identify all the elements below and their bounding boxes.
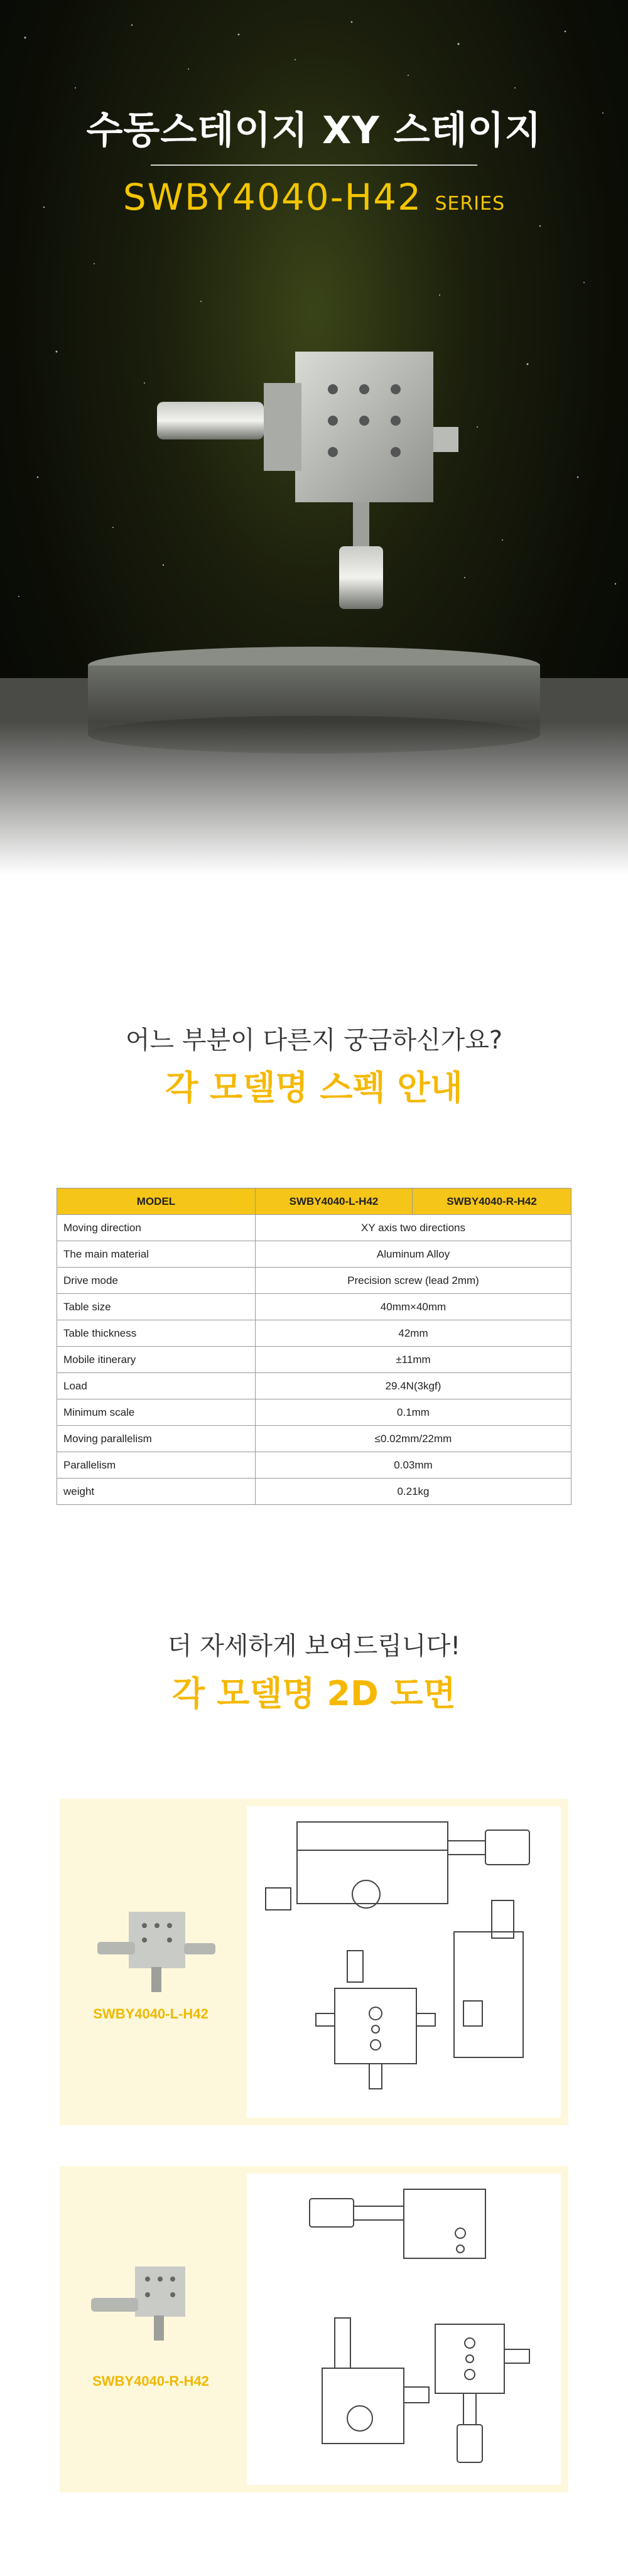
model-code: SWBY4040-H42 bbox=[122, 176, 423, 218]
table-row: Parallelism 0.03mm bbox=[57, 1452, 571, 1479]
hero-banner bbox=[0, 0, 628, 892]
table-row: Moving direction XY axis two directions bbox=[57, 1215, 571, 1241]
product-name-l: SWBY4040-L-H42 bbox=[93, 2006, 208, 2022]
drawing-heading: 각 모델명 2D 도면 bbox=[172, 1674, 456, 1713]
spec-table bbox=[57, 1188, 571, 1505]
header-model: MODEL bbox=[57, 1188, 256, 1215]
table-row: Drive mode Precision screw (lead 2mm) bbox=[57, 1268, 571, 1294]
table-row: weight 0.21kg bbox=[57, 1479, 571, 1505]
header-model-r: SWBY4040-R-H42 bbox=[413, 1188, 571, 1215]
table-row: Load 29.4N(3kgf) bbox=[57, 1373, 571, 1399]
table-row: Mobile itinerary ±11mm bbox=[57, 1347, 571, 1373]
product-thumbnail-l bbox=[66, 1887, 236, 2075]
header-model-l: SWBY4040-L-H42 bbox=[256, 1188, 413, 1215]
spec-heading: 각 모델명 스펙 안내 bbox=[165, 1068, 463, 1107]
table-row: Minimum scale 0.1mm bbox=[57, 1399, 571, 1426]
product-card-l bbox=[60, 1799, 568, 2125]
drawing-question: 더 자세하게 보여드립니다! bbox=[167, 1632, 461, 1661]
spec-table-header bbox=[57, 1188, 571, 1215]
hero-title: 수동스테이지 XY 스테이지 bbox=[86, 109, 542, 153]
table-row: Table size 40mm×40mm bbox=[57, 1294, 571, 1320]
2d-drawing-r bbox=[247, 2174, 561, 2485]
product-name-r: SWBY4040-R-H42 bbox=[92, 2373, 209, 2389]
spec-question: 어느 부분이 다른지 궁금하신가요? bbox=[125, 1026, 503, 1055]
2d-drawing-l bbox=[247, 1806, 561, 2118]
series-label: SERIES bbox=[435, 193, 506, 215]
table-row: Moving parallelism ≤0.02mm/22mm bbox=[57, 1426, 571, 1452]
table-row: Table thickness 42mm bbox=[57, 1320, 571, 1347]
hero-fade bbox=[0, 722, 628, 892]
product-card-r bbox=[60, 2166, 568, 2492]
table-row: The main material Aluminum Alloy bbox=[57, 1241, 571, 1268]
